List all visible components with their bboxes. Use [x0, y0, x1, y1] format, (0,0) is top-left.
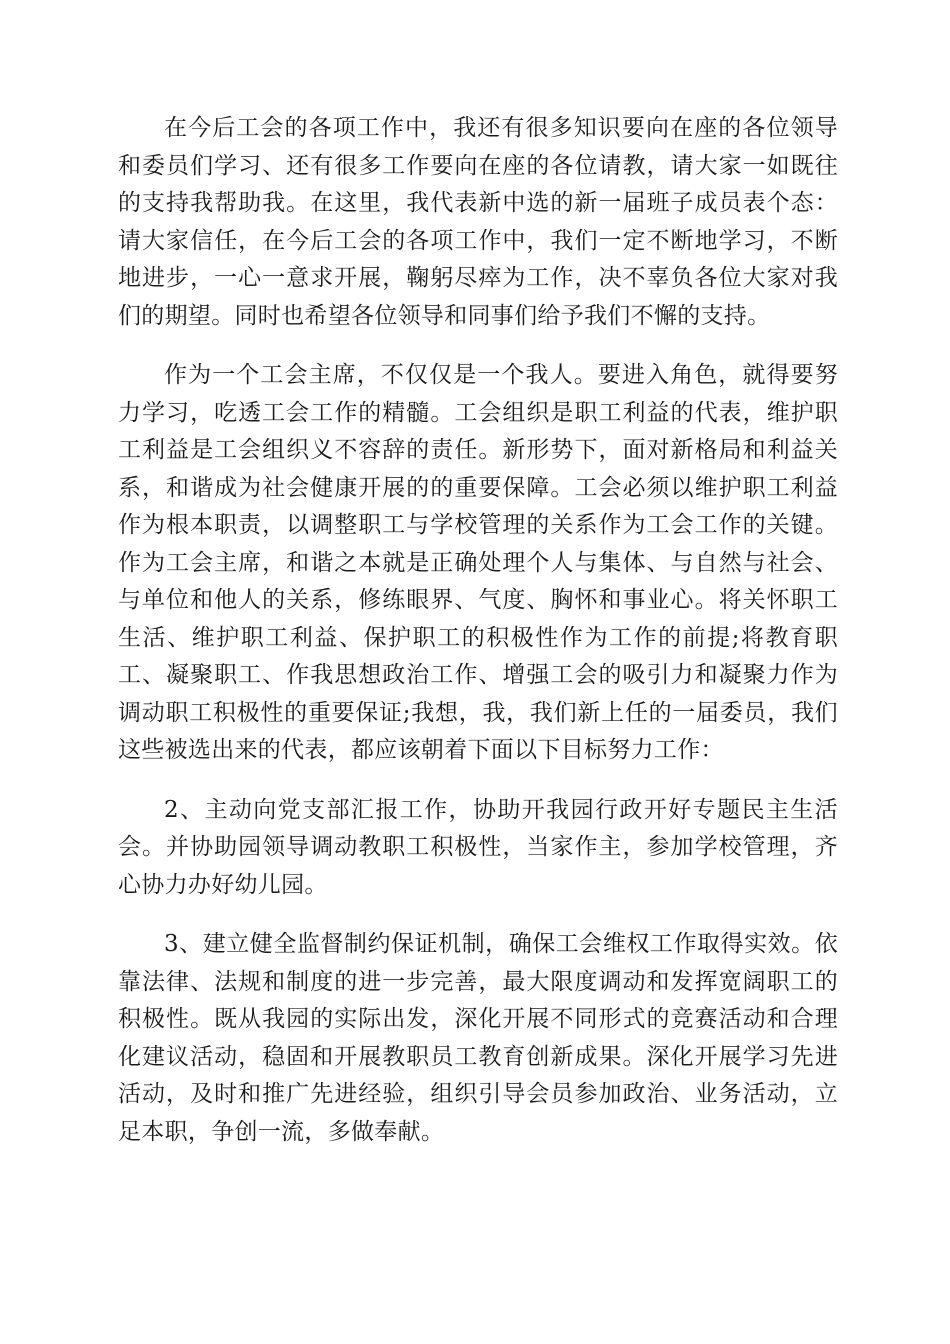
paragraph-3: 2、主动向党支部汇报工作，协助开我园行政开好专题民主生活会。并协助园领导调动教职工积极性，当家作主，参加学校管理，齐心协力办好幼儿园。: [118, 796, 838, 898]
paragraph-4: 3、建立健全监督制约保证机制，确保工会维权工作取得实效。依靠法律、法规和制度的进一步完善，最大限度调动和发挥宽阔职工的积极性。既从我园的实际出发，深化开展不同形式的竞赛活动和合理化建议活动，稳固和开展教职员工教育创新成果。深化开展学习先进活动，及时和推广先进经验，组织引导会员参加政治、业务活动，立足本职，争创一流，多做奉献。: [118, 931, 838, 1145]
paragraph-2: 作为一个工会主席，不仅仅是一个我人。要进入角色，就得要努力学习，吃透工会工作的精髓。工会组织是职工利益的代表，维护职工利益是工会组织义不容辞的责任。新形势下，面对新格局和利益关系，和谐成为社会健康开展的的重要保障。工会必须以维护职工利益作为根本职责，以调整职工与学校管理的关系作为工会工作的关键。作为工会主席，和谐之本就是正确处理个人与集体、与自然与社会、与单位和他人的关系，修练眼界、气度、胸怀和事业心。将关怀职工生活、维护职工利益、保护职工的积极性作为工作的前提;将教育职工、凝聚职工、作我思想政治工作、增强工会的吸引力和凝聚力作为调动职工积极性的重要保证;我想，我，我们新上任的一届委员，我们这些被选出来的代表，都应该朝着下面以下目标努力工作：: [118, 362, 838, 763]
paragraph-1: 在今后工会的各项工作中，我还有很多知识要向在座的各位领导和委员们学习、还有很多工作要向在座的各位请教，请大家一如既往的支持我帮助我。在这里，我代表新中选的新一届班子成员表个态：请大家信任，在今后工会的各项工作中，我们一定不断地学习，不断地进步，一心一意求开展，鞠躬尽瘁为工作，决不辜负各位大家对我们的期望。同时也希望各位领导和同事们给予我们不懈的支持。: [118, 115, 838, 329]
document-body: [118, 110, 838, 1173]
